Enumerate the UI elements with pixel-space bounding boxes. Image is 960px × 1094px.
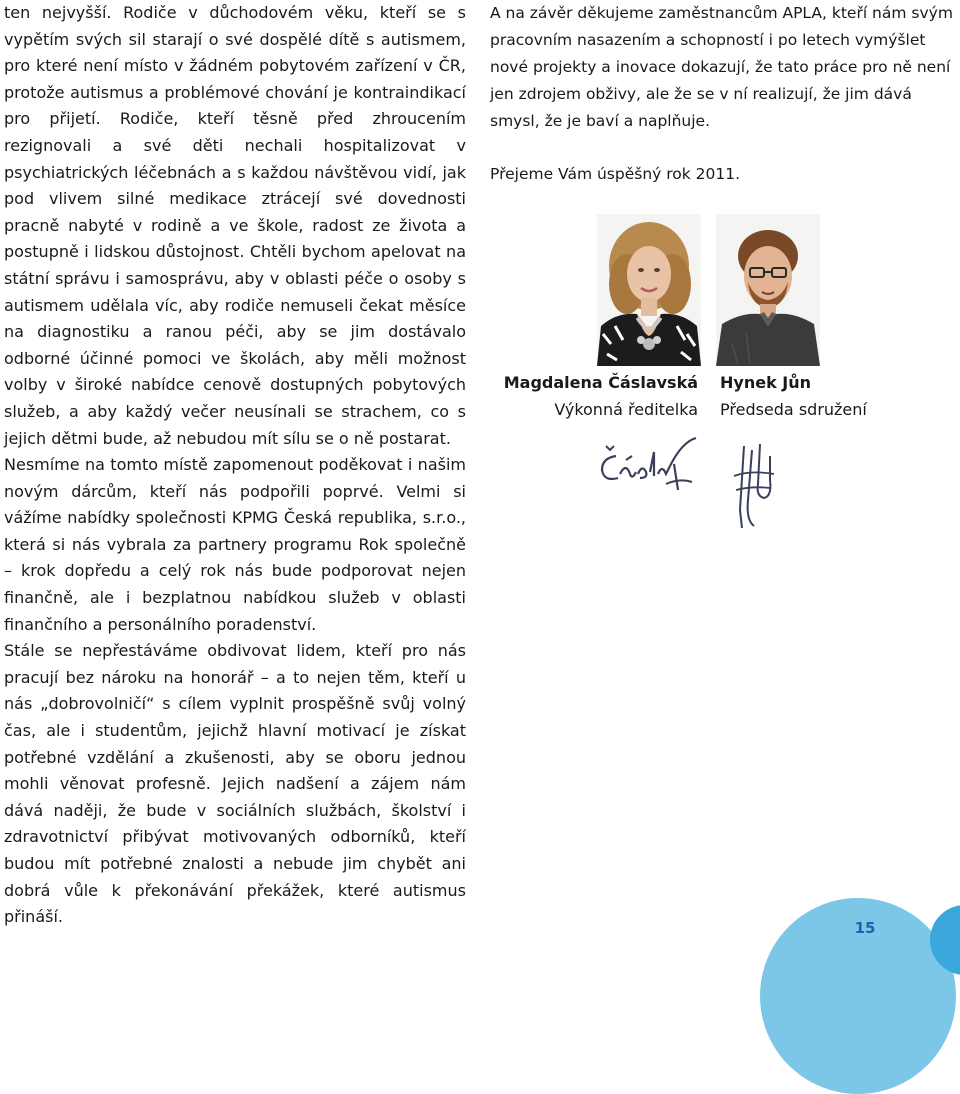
paragraph-donors: Nesmíme na tomto místě zapomenout poděkovat i našim novým dárcům, kteří nás podpořili poprvé. Velmi si vážíme nabídky společnosti KPMG Česká republika, s.r.o., která si nás vybrala za partnery programu Rok společně – krok dopředu a celý rok nás bude podporovat nejen finančně, ale i bezplatnou nabídkou služeb v oblasti finančního a personálního poradenství.	[4, 455, 466, 634]
signatory-name-magdalena: Magdalena Čáslavská	[503, 373, 698, 392]
portrait-photo-magdalena	[597, 214, 701, 366]
signature-hynek	[730, 440, 778, 532]
paragraph-thanks-staff: A na závěr děkujeme zaměstnancům APLA, kteří nám svým pracovním nasazením a schopností i po letech vymýšlet nové projekty a inovace dokazují, že tato práce pro ně není jen zdrojem obživy, ale že se v ní realizují, že jim dává smysl, že je baví a naplňuje.	[490, 4, 953, 130]
portrait-photo-hynek	[716, 214, 820, 366]
right-column	[490, 0, 960, 188]
paragraph-volunteers: Stále se nepřestáváme obdivovat lidem, kteří pro nás pracují bez nároku na honorář – a to nejen těm, kteří u nás „dobrovolničí“ s cílem vyplnit prospěšně svůj volný čas, ale i studentům, jejichž hlavní motivací je získat potřebné vzdělání a zkušenosti, aby se oboru jednou mohli věnovat profesně. Jejich nadšení a zájem nám dává naději, že bude v sociálních službách, školství i zdravotnictví přibývat motivovaných odborníků, kteří budou mít potřebné znalosti a nebude jim chybět ani dobrá vůle k překonávání překážek, které autismus přináší.	[4, 641, 466, 927]
signatory-role-magdalena: Výkonná ředitelka	[554, 400, 698, 419]
left-column	[4, 0, 466, 931]
signatory-name-hynek: Hynek Jůn	[720, 373, 812, 392]
paragraph-appeal: ten nejvyšší. Rodiče v důchodovém věku, kteří se s vypětím svých sil starají o své dospělé dítě s autismem, pro které není místo v žádném pobytovém zařízení v ČR, protože autismus a problémové chování je kontraindikací pro přijetí. Rodiče, kteří těsně před zhroucením rezignovali a své děti nechali hospitalizovat v psychiatrických léčebnách a s každou návštěvou vidí, jak pod vlivem silné medikace ztrácejí své dovednosti pracně nabyté v rodině a ve škole, radost ze života a postupně i lidskou důstojnost. Chtěli bychom apelovat na státní správu i samosprávu, aby v oblasti péče o osoby s autismem udělala víc, aby rodiče nemuseli čekat měsíce na diagnostiku a ranou péči, aby se jim dostávalo odborné účinné pomoci ve školách, aby měli možnost volby v široké nabídce cenově dostupných pobytových služeb, a aby každý večer neusínali se strachem, co s jejich dětmi bude, až nebudou mít sílu se o ně postarat.	[4, 3, 466, 448]
signature-magdalena	[596, 434, 706, 496]
new-year-wish: Přejeme Vám úspěšný rok 2011.	[490, 165, 741, 183]
page-number: 15	[854, 919, 876, 937]
signatory-role-hynek: Předseda sdružení	[720, 400, 867, 419]
